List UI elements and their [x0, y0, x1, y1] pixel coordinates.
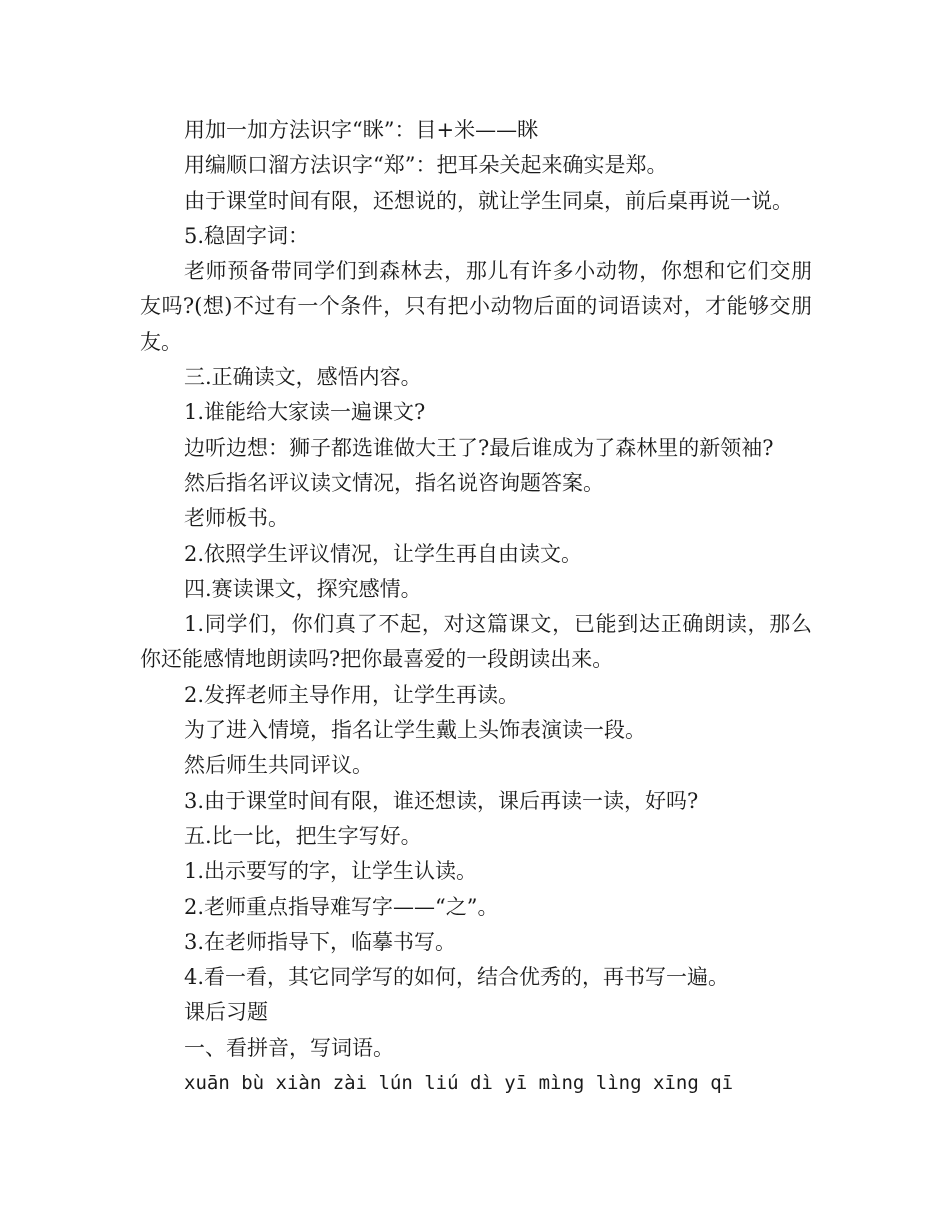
paragraph-10: 老师板书。 — [184, 506, 289, 531]
paragraph-7: 1.谁能给大家读一遍课文? — [184, 400, 426, 425]
section-heading-4: 四.赛读课文，探究感情。 — [184, 576, 422, 601]
paragraph-13: 1.同学们，你们真了不起，对这篇课文，已能到达正确朗读，那么你还能感情地朗读吗?把你最喜爱的一段朗读出来。 — [140, 612, 812, 672]
section-heading-3: 三.正确读文，感悟内容。 — [184, 365, 422, 390]
section-heading-5b: 五.比一比，把生字写好。 — [184, 823, 422, 848]
paragraph-1: 用加一加方法识字“眯”：目+米——眯 — [184, 118, 539, 142]
paragraph-19: 1.出示要写的字，让学生认读。 — [184, 859, 478, 884]
document-body — [140, 113, 812, 1101]
paragraph-5: 老师预备带同学们到森林去，那儿有许多小动物，你想和它们交朋友吗?(想)不过有一个条件，只有把小动物后面的词语读对，才能够交朋友。 — [140, 259, 812, 354]
paragraph-21: 3.在老师指导下，临摹书写。 — [184, 929, 457, 954]
paragraph-22: 4.看一看，其它同学写的如何，结合优秀的，再书写一遍。 — [184, 965, 730, 990]
paragraph-11: 2.依照学生评议情况，让学生再自由读文。 — [184, 541, 583, 566]
paragraph-8: 边听边想：狮子都选谁做大王了?最后谁成为了森林里的新领袖? — [184, 435, 774, 460]
exercise-instruction: 一、看拼音，写词语。 — [184, 1035, 394, 1060]
paragraph-17: 3.由于课堂时间有限，谁还想读，课后再读一读，好吗? — [184, 788, 699, 813]
paragraph-20: 2.老师重点指导难写字——“之”。 — [184, 894, 499, 919]
paragraph-2: 用编顺口溜方法识字“郑”：把耳朵关起来确实是郑。 — [184, 153, 668, 178]
section-heading-5: 5.稳固字词： — [184, 223, 310, 248]
paragraph-16: 然后师生共同评议。 — [184, 753, 373, 778]
exercise-heading: 课后习题 — [184, 1000, 268, 1025]
paragraph-3: 由于课堂时间有限，还想说的，就让学生同桌，前后桌再说一说。 — [184, 188, 793, 213]
paragraph-9: 然后指名评议读文情况，指名说咨询题答案。 — [184, 470, 604, 495]
paragraph-14: 2.发挥老师主导作用，让学生再读。 — [184, 682, 520, 707]
paragraph-15: 为了进入情境，指名让学生戴上头饰表演读一段。 — [184, 718, 646, 743]
pinyin-line: xuān bù xiàn zài lún liú dì yī mìng lìng xīng qī — [184, 1072, 734, 1095]
